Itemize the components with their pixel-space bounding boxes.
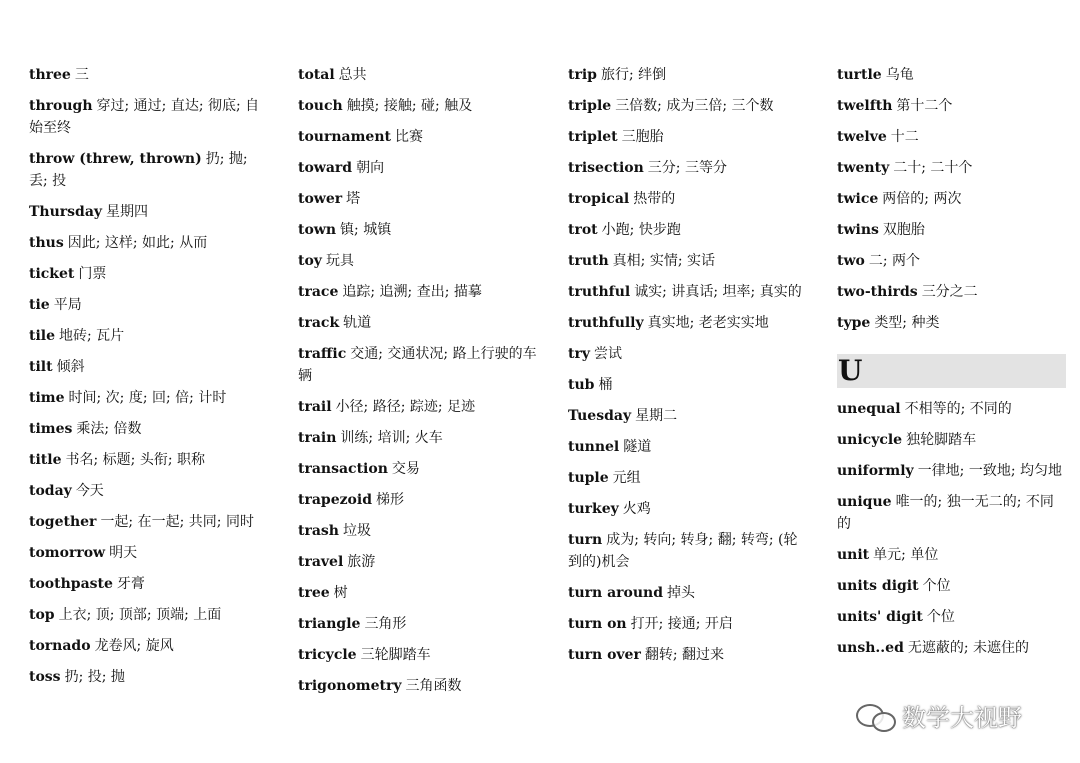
entry-definition: 平局 bbox=[53, 297, 82, 313]
entry-term: unsh..ed bbox=[837, 640, 904, 656]
entry-term: toy bbox=[298, 253, 322, 269]
entry-term: tile bbox=[29, 328, 56, 344]
glossary-entry bbox=[29, 294, 269, 316]
entry-definition: 三 bbox=[74, 67, 89, 83]
entry-definition: 诚实; 讲真话; 坦率; 真实的 bbox=[634, 284, 802, 300]
entry-term: tornado bbox=[29, 638, 91, 654]
entry-term: train bbox=[298, 430, 337, 446]
entry-term: two bbox=[837, 253, 865, 269]
glossary-entry bbox=[568, 157, 808, 179]
entry-definition: 独轮脚踏车 bbox=[906, 432, 977, 448]
entry-definition: 树 bbox=[333, 585, 348, 601]
entry-term: trisection bbox=[568, 160, 644, 176]
entry-definition: 地砖; 瓦片 bbox=[59, 328, 125, 344]
entry-definition: 单元; 单位 bbox=[873, 547, 939, 563]
entry-term: time bbox=[29, 390, 65, 406]
entry-definition: 门票 bbox=[78, 266, 107, 282]
entry-definition: 上衣; 顶; 顶部; 顶端; 上面 bbox=[58, 607, 222, 623]
entry-definition: 无遮蔽的; 未遮住的 bbox=[907, 640, 1030, 656]
entry-term: tower bbox=[298, 191, 343, 207]
entry-term: tournament bbox=[298, 129, 391, 145]
entry-definition: 交易 bbox=[391, 461, 420, 477]
entry-definition: 二; 两个 bbox=[868, 253, 921, 269]
glossary-entry bbox=[568, 126, 808, 148]
glossary-entry bbox=[298, 64, 538, 86]
entry-term: twice bbox=[837, 191, 879, 207]
watermark-text: 数学大视野 bbox=[902, 704, 1022, 732]
glossary-entry bbox=[568, 467, 808, 489]
entry-term: trot bbox=[568, 222, 598, 238]
watermark bbox=[856, 698, 1022, 733]
glossary-entry bbox=[837, 575, 1067, 597]
entry-term: units digit bbox=[837, 578, 919, 594]
entry-definition: 三角形 bbox=[364, 616, 407, 632]
glossary-entry bbox=[298, 675, 538, 697]
entry-term: through bbox=[29, 98, 93, 114]
glossary-entry bbox=[29, 201, 269, 223]
entry-term: tunnel bbox=[568, 439, 620, 455]
entry-definition: 乘法; 倍数 bbox=[76, 421, 142, 437]
entry-definition: 穿过; 通过; 直达; 彻底; 自始至终 bbox=[29, 98, 260, 136]
entry-definition: 总共 bbox=[338, 67, 367, 83]
entry-term: turtle bbox=[837, 67, 882, 83]
entry-definition: 触摸; 接触; 碰; 触及 bbox=[346, 98, 473, 114]
entry-definition: 二十; 二十个 bbox=[893, 160, 973, 176]
entry-definition: 垃圾 bbox=[342, 523, 371, 539]
wechat-icon bbox=[856, 701, 896, 731]
entry-definition: 训练; 培训; 火车 bbox=[340, 430, 443, 446]
entry-term: turkey bbox=[568, 501, 619, 517]
entry-definition: 今天 bbox=[75, 483, 104, 499]
entry-definition: 十二 bbox=[890, 129, 919, 145]
entry-term: unit bbox=[837, 547, 870, 563]
entry-term: uniformly bbox=[837, 463, 914, 479]
glossary-entry bbox=[837, 544, 1067, 566]
entry-term: unicycle bbox=[837, 432, 903, 448]
entry-definition: 塔 bbox=[346, 191, 361, 207]
glossary-entry bbox=[568, 529, 808, 573]
glossary-entry bbox=[298, 551, 538, 573]
glossary-entry bbox=[568, 582, 808, 604]
entry-term: triple bbox=[568, 98, 612, 114]
glossary-entry bbox=[29, 449, 269, 471]
entry-term: tie bbox=[29, 297, 50, 313]
entry-definition: 火鸡 bbox=[622, 501, 651, 517]
glossary-entry bbox=[568, 188, 808, 210]
entry-definition: 轨道 bbox=[343, 315, 372, 331]
entry-definition: 星期四 bbox=[106, 204, 149, 220]
entry-term: times bbox=[29, 421, 73, 437]
glossary-entry bbox=[837, 250, 1067, 272]
entry-definition: 掉头 bbox=[667, 585, 696, 601]
entry-term: truthfully bbox=[568, 315, 644, 331]
entry-term: track bbox=[298, 315, 340, 331]
entry-term: two-thirds bbox=[837, 284, 918, 300]
glossary-entry bbox=[298, 312, 538, 334]
entry-definition: 三倍数; 成为三倍; 三个数 bbox=[615, 98, 774, 114]
glossary-entry bbox=[298, 613, 538, 635]
entry-definition: 个位 bbox=[926, 609, 955, 625]
entry-definition: 乌龟 bbox=[885, 67, 914, 83]
entry-term: turn around bbox=[568, 585, 664, 601]
entry-term: ticket bbox=[29, 266, 75, 282]
entry-definition: 龙卷风; 旋风 bbox=[94, 638, 174, 654]
glossary-entry bbox=[837, 219, 1067, 241]
entry-definition: 书名; 标题; 头衔; 职称 bbox=[65, 452, 205, 468]
glossary-entry bbox=[837, 157, 1067, 179]
entry-term: touch bbox=[298, 98, 343, 114]
entry-definition: 两倍的; 两次 bbox=[882, 191, 962, 207]
entry-definition: 倾斜 bbox=[56, 359, 85, 375]
entry-term: type bbox=[837, 315, 871, 331]
entry-term: trapezoid bbox=[298, 492, 373, 508]
entry-term: title bbox=[29, 452, 62, 468]
glossary-entry bbox=[29, 64, 269, 86]
glossary-entry bbox=[837, 126, 1067, 148]
glossary-entry bbox=[298, 126, 538, 148]
entry-definition: 比赛 bbox=[394, 129, 423, 145]
entry-definition: 一起; 在一起; 共同; 同时 bbox=[100, 514, 254, 530]
entry-term: Thursday bbox=[29, 204, 103, 220]
glossary-entry bbox=[298, 489, 538, 511]
entry-term: top bbox=[29, 607, 55, 623]
glossary-entry bbox=[837, 188, 1067, 210]
glossary-entry bbox=[837, 398, 1067, 420]
glossary-entry bbox=[568, 436, 808, 458]
entry-term: traffic bbox=[298, 346, 347, 362]
entry-definition: 扔; 投; 抛 bbox=[64, 669, 125, 685]
entry-definition: 真相; 实情; 实话 bbox=[612, 253, 716, 269]
entry-definition: 类型; 种类 bbox=[874, 315, 940, 331]
entry-term: travel bbox=[298, 554, 344, 570]
glossary-entry bbox=[837, 312, 1067, 334]
glossary-entry bbox=[568, 219, 808, 241]
glossary-entry bbox=[29, 666, 269, 688]
entry-definition: 牙膏 bbox=[116, 576, 145, 592]
glossary-entry bbox=[298, 644, 538, 666]
glossary-entry bbox=[298, 396, 538, 418]
column-4 bbox=[837, 64, 1067, 668]
entry-definition: 打开; 接通; 开启 bbox=[630, 616, 733, 632]
glossary-entry bbox=[568, 343, 808, 365]
glossary-entry bbox=[568, 250, 808, 272]
entry-definition: 三分; 三等分 bbox=[647, 160, 727, 176]
glossary-entry bbox=[29, 635, 269, 657]
entry-term: trace bbox=[298, 284, 339, 300]
glossary-entry bbox=[29, 263, 269, 285]
glossary-entry bbox=[568, 374, 808, 396]
section-header-u: U bbox=[837, 354, 1066, 388]
entry-term: toss bbox=[29, 669, 61, 685]
entry-term: twins bbox=[837, 222, 879, 238]
glossary-entry bbox=[298, 458, 538, 480]
glossary-entry bbox=[298, 281, 538, 303]
entry-definition: 唯一的; 独一无二的; 不同的 bbox=[837, 494, 1054, 532]
glossary-entry bbox=[568, 613, 808, 635]
glossary-entry bbox=[29, 480, 269, 502]
entry-term: thus bbox=[29, 235, 64, 251]
entry-definition: 因此; 这样; 如此; 从而 bbox=[67, 235, 208, 251]
entry-definition: 成为; 转向; 转身; 翻; 转弯; (轮到的)机会 bbox=[568, 532, 798, 570]
entry-definition: 不相等的; 不同的 bbox=[904, 401, 1012, 417]
glossary-entry bbox=[298, 188, 538, 210]
glossary-entry bbox=[837, 95, 1067, 117]
glossary-entry bbox=[298, 250, 538, 272]
entry-term: throw (threw, thrown) bbox=[29, 151, 202, 167]
entry-definition: 镇; 城镇 bbox=[340, 222, 392, 238]
glossary-entry bbox=[29, 604, 269, 626]
glossary-entry bbox=[29, 356, 269, 378]
glossary-entry bbox=[298, 520, 538, 542]
column-3 bbox=[568, 64, 808, 675]
entry-definition: 时间; 次; 度; 回; 倍; 计时 bbox=[68, 390, 227, 406]
glossary-entry bbox=[568, 498, 808, 520]
entry-term: unique bbox=[837, 494, 892, 510]
entry-term: trail bbox=[298, 399, 332, 415]
entry-definition: 一律地; 一致地; 均匀地 bbox=[917, 463, 1063, 479]
glossary-entry bbox=[568, 312, 808, 334]
entry-term: turn bbox=[568, 532, 603, 548]
glossary-entry bbox=[29, 511, 269, 533]
glossary-entry bbox=[568, 405, 808, 427]
entry-definition: 双胞胎 bbox=[882, 222, 925, 238]
entry-term: town bbox=[298, 222, 337, 238]
entry-definition: 三角函数 bbox=[405, 678, 462, 694]
entry-definition: 三分之二 bbox=[921, 284, 978, 300]
glossary-entry bbox=[568, 95, 808, 117]
glossary-entry bbox=[298, 582, 538, 604]
glossary-entry bbox=[29, 573, 269, 595]
entry-term: triplet bbox=[568, 129, 618, 145]
entry-definition: 元组 bbox=[612, 470, 641, 486]
glossary-entry bbox=[837, 637, 1067, 659]
glossary-entry bbox=[29, 387, 269, 409]
glossary-entry bbox=[837, 429, 1067, 451]
entry-definition: 朝向 bbox=[356, 160, 385, 176]
entry-definition: 翻转; 翻过来 bbox=[644, 647, 725, 663]
entry-term: unequal bbox=[837, 401, 901, 417]
entry-definition: 个位 bbox=[922, 578, 951, 594]
entry-term: twenty bbox=[837, 160, 890, 176]
entry-definition: 小跑; 快步跑 bbox=[601, 222, 681, 238]
entry-definition: 梯形 bbox=[376, 492, 405, 508]
entry-definition: 尝试 bbox=[593, 346, 622, 362]
entry-definition: 星期二 bbox=[635, 408, 678, 424]
entry-definition: 扔; 抛; 丢; 投 bbox=[29, 151, 248, 189]
entry-term: tomorrow bbox=[29, 545, 106, 561]
glossary-entry bbox=[29, 148, 269, 192]
column-2 bbox=[298, 64, 538, 706]
glossary-entry bbox=[837, 64, 1067, 86]
entry-term: tilt bbox=[29, 359, 53, 375]
entry-definition: 交通; 交通状况; 路上行驶的车辆 bbox=[298, 346, 537, 384]
entry-definition: 三胞胎 bbox=[621, 129, 664, 145]
entry-definition: 桶 bbox=[598, 377, 613, 393]
entry-definition: 明天 bbox=[109, 545, 138, 561]
entry-term: Tuesday bbox=[568, 408, 632, 424]
entry-term: transaction bbox=[298, 461, 388, 477]
glossary-entry bbox=[837, 606, 1067, 628]
glossary-entry bbox=[298, 343, 538, 387]
entry-term: tricycle bbox=[298, 647, 357, 663]
glossary-entry bbox=[837, 460, 1067, 482]
glossary-entry bbox=[29, 542, 269, 564]
entry-definition: 旅行; 绊倒 bbox=[600, 67, 667, 83]
entry-definition: 三轮脚踏车 bbox=[360, 647, 431, 663]
column-1 bbox=[29, 64, 269, 697]
entry-definition: 追踪; 追溯; 查出; 描摹 bbox=[342, 284, 482, 300]
entry-term: toothpaste bbox=[29, 576, 113, 592]
glossary-entry bbox=[568, 64, 808, 86]
entry-term: tub bbox=[568, 377, 595, 393]
entry-term: trash bbox=[298, 523, 339, 539]
entry-term: trigonometry bbox=[298, 678, 402, 694]
glossary-entry bbox=[298, 427, 538, 449]
glossary-entry bbox=[298, 219, 538, 241]
entry-term: triangle bbox=[298, 616, 361, 632]
entry-definition: 第十二个 bbox=[896, 98, 953, 114]
entry-term: truthful bbox=[568, 284, 631, 300]
entry-definition: 热带的 bbox=[633, 191, 676, 207]
entry-definition: 隧道 bbox=[623, 439, 652, 455]
entry-term: turn over bbox=[568, 647, 641, 663]
entry-definition: 旅游 bbox=[347, 554, 376, 570]
glossary-entry bbox=[837, 281, 1067, 303]
glossary-entry bbox=[298, 95, 538, 117]
glossary-entry bbox=[568, 644, 808, 666]
glossary-entry bbox=[298, 157, 538, 179]
entry-term: total bbox=[298, 67, 335, 83]
entry-term: units' digit bbox=[837, 609, 923, 625]
entry-term: turn on bbox=[568, 616, 627, 632]
glossary-entry bbox=[568, 281, 808, 303]
entry-term: tuple bbox=[568, 470, 609, 486]
entry-term: truth bbox=[568, 253, 609, 269]
entry-term: twelve bbox=[837, 129, 887, 145]
entry-term: toward bbox=[298, 160, 353, 176]
glossary-entry bbox=[29, 418, 269, 440]
entry-term: tree bbox=[298, 585, 330, 601]
glossary-entry bbox=[29, 95, 269, 139]
entry-definition: 小径; 路径; 踪迹; 足迹 bbox=[335, 399, 476, 415]
glossary-entry bbox=[837, 491, 1067, 535]
entry-definition: 玩具 bbox=[325, 253, 354, 269]
entry-term: tropical bbox=[568, 191, 630, 207]
entry-term: try bbox=[568, 346, 590, 362]
entry-term: together bbox=[29, 514, 97, 530]
entry-term: twelfth bbox=[837, 98, 893, 114]
entry-term: three bbox=[29, 67, 71, 83]
entry-term: trip bbox=[568, 67, 597, 83]
glossary-entry bbox=[29, 232, 269, 254]
glossary-entry bbox=[29, 325, 269, 347]
entry-term: today bbox=[29, 483, 72, 499]
entry-definition: 真实地; 老老实实地 bbox=[647, 315, 769, 331]
